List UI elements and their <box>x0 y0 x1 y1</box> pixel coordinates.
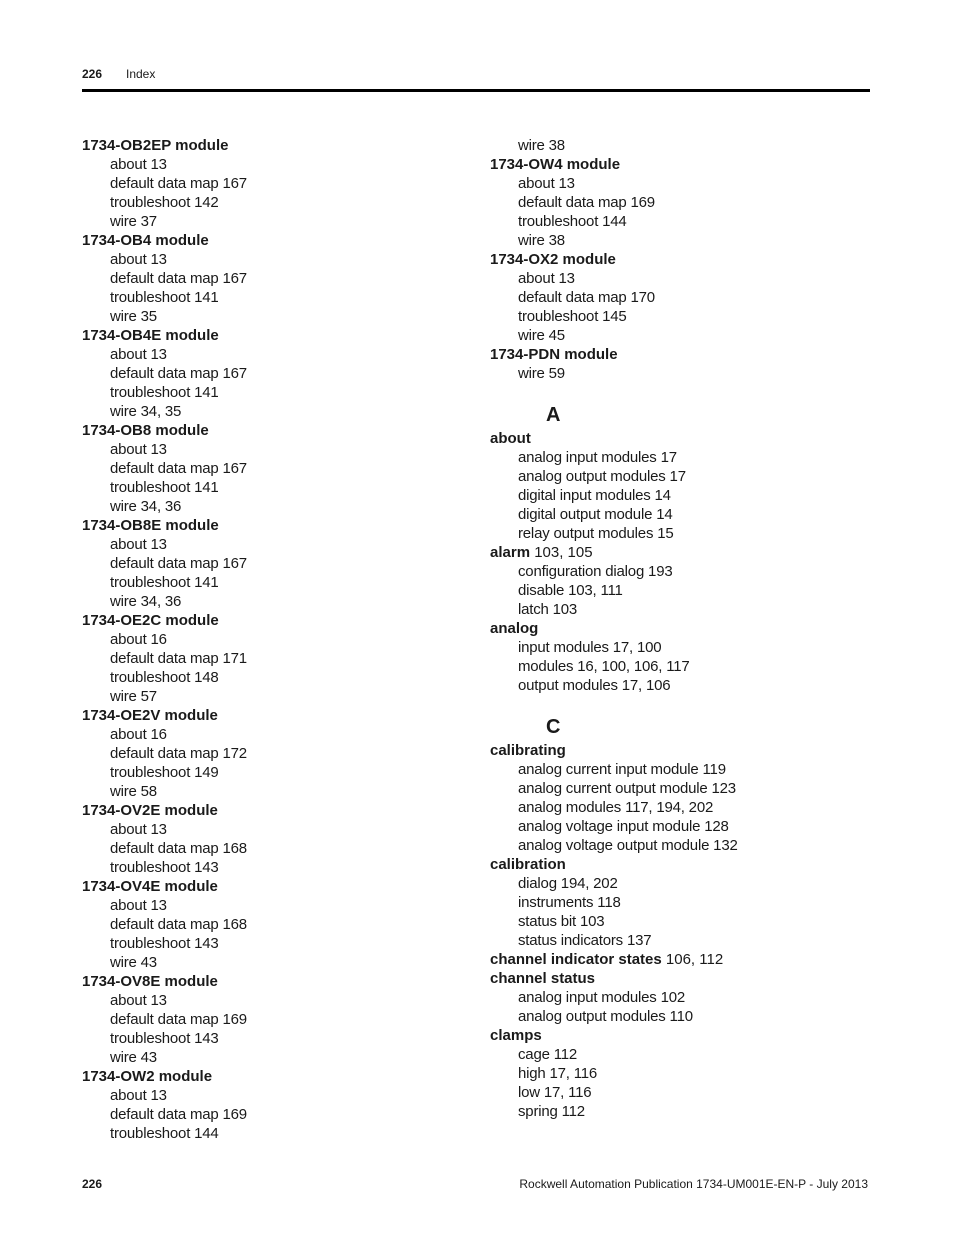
index-term <box>82 136 442 155</box>
index-subentry: analog modules 117, 194, 202 <box>518 799 714 816</box>
index-term <box>490 741 850 760</box>
header-page-number: 226 <box>82 67 103 81</box>
index-term-name: 1734-OW4 module <box>490 156 621 173</box>
index-subentry: default data map 167 <box>110 175 247 192</box>
index-subentry: about 13 <box>110 156 167 173</box>
index-subentry: wire 43 <box>110 1049 157 1066</box>
index-subentry: about 13 <box>110 1087 167 1104</box>
index-term <box>490 950 850 969</box>
index-term-name: 1734-OV4E module <box>82 878 218 895</box>
header-rule <box>82 89 870 92</box>
index-subentry: troubleshoot 143 <box>110 859 219 876</box>
index-subentry: cage 112 <box>518 1046 578 1063</box>
index-subentry: about 13 <box>110 821 167 838</box>
index-subentry: troubleshoot 149 <box>110 764 219 781</box>
index-subentry: default data map 167 <box>110 555 247 572</box>
index-subentry: about 13 <box>110 992 167 1009</box>
index-subentry: analog output modules 110 <box>518 1008 693 1025</box>
index-subentry: wire 34, 35 <box>110 403 182 420</box>
index-subentry: default data map 168 <box>110 916 247 933</box>
index-term-name: about <box>490 430 531 447</box>
index-term-name: 1734-OV2E module <box>82 802 218 819</box>
index-term-name: calibration <box>490 856 566 873</box>
footer-page-number: 226 <box>82 1177 103 1191</box>
index-subentry: relay output modules 15 <box>518 525 674 542</box>
index-term <box>82 421 442 440</box>
index-term-name: 1734-OX2 module <box>490 251 616 268</box>
index-subentry: troubleshoot 144 <box>110 1125 219 1142</box>
index-term <box>490 969 850 988</box>
index-term-name: 1734-OE2V module <box>82 707 218 724</box>
index-subentry: troubleshoot 141 <box>110 479 219 496</box>
index-subentry: default data map 169 <box>110 1106 247 1123</box>
index-term <box>490 543 850 562</box>
index-term <box>490 619 850 638</box>
index-term-name: 1734-OB8 module <box>82 422 209 439</box>
footer-publication: Rockwell Automation Publication 1734-UM001E-EN-P - July 2013 <box>519 1177 868 1191</box>
index-subentry: disable 103, 111 <box>518 582 623 599</box>
index-term <box>82 231 442 250</box>
index-column-left <box>82 136 442 1143</box>
index-subentry: troubleshoot 143 <box>110 935 219 952</box>
index-term <box>490 345 850 364</box>
index-subentry: input modules 17, 100 <box>518 639 662 656</box>
index-subentry: wire 58 <box>110 783 157 800</box>
index-subentry: about 13 <box>110 536 167 553</box>
index-subentry: analog current output module 123 <box>518 780 736 797</box>
index-subentry: about 13 <box>110 251 167 268</box>
index-subentry: wire 34, 36 <box>110 593 182 610</box>
index-letter-heading: C <box>546 716 561 738</box>
index-subentry: wire 57 <box>110 688 157 705</box>
index-subentry: analog current input module 119 <box>518 761 726 778</box>
index-subentry: wire 45 <box>518 327 565 344</box>
index-subentry: dialog 194, 202 <box>518 875 618 892</box>
index-letter-heading: A <box>546 404 561 426</box>
index-term <box>490 429 850 448</box>
index-term-name: 1734-OE2C module <box>82 612 219 629</box>
index-term-pages: 103, 105 <box>530 544 593 561</box>
index-subentry: default data map 169 <box>518 194 655 211</box>
index-subentry: analog input modules 17 <box>518 449 677 466</box>
index-term <box>82 516 442 535</box>
index-subentry: about 16 <box>110 726 167 743</box>
index-subentry: about 13 <box>110 897 167 914</box>
index-subentry: troubleshoot 142 <box>110 194 219 211</box>
index-term <box>490 250 850 269</box>
index-term-name: calibrating <box>490 742 566 759</box>
index-term <box>82 706 442 725</box>
index-term <box>82 877 442 896</box>
index-subentry: high 17, 116 <box>518 1065 598 1082</box>
header-section-title: Index <box>126 67 156 81</box>
index-subentry: troubleshoot 143 <box>110 1030 219 1047</box>
index-subentry: wire 59 <box>518 365 565 382</box>
index-subentry: default data map 172 <box>110 745 247 762</box>
index-subentry: analog input modules 102 <box>518 989 685 1006</box>
index-subentry: about 13 <box>110 346 167 363</box>
index-subentry: default data map 170 <box>518 289 655 306</box>
index-subentry: wire 35 <box>110 308 157 325</box>
index-column-right <box>490 136 850 1121</box>
index-term <box>82 611 442 630</box>
index-subentry: troubleshoot 145 <box>518 308 627 325</box>
index-subentry: analog output modules 17 <box>518 468 686 485</box>
index-term-name: 1734-OB4 module <box>82 232 209 249</box>
index-subentry: default data map 169 <box>110 1011 247 1028</box>
index-term-name: channel status <box>490 970 596 987</box>
index-term-name: channel indicator states <box>490 951 662 968</box>
index-subentry: modules 16, 100, 106, 117 <box>518 658 690 675</box>
index-subentry: wire 34, 36 <box>110 498 182 515</box>
index-term <box>82 972 442 991</box>
index-subentry: default data map 167 <box>110 365 247 382</box>
index-subentry: about 13 <box>110 441 167 458</box>
index-subentry: output modules 17, 106 <box>518 677 671 694</box>
index-term <box>82 326 442 345</box>
index-term-pages: 106, 112 <box>661 951 724 968</box>
index-term-name: alarm <box>490 544 531 561</box>
index-subentry: troubleshoot 141 <box>110 289 219 306</box>
index-term <box>490 1026 850 1045</box>
index-term-name: 1734-OW2 module <box>82 1068 213 1085</box>
index-subentry: default data map 167 <box>110 460 247 477</box>
index-subentry: digital input modules 14 <box>518 487 671 504</box>
index-subentry: status indicators 137 <box>518 932 652 949</box>
index-subentry: about 13 <box>518 270 575 287</box>
index-subentry: troubleshoot 141 <box>110 384 219 401</box>
index-subentry: wire 38 <box>518 137 565 154</box>
index-subentry: wire 37 <box>110 213 157 230</box>
index-subentry: latch 103 <box>518 601 578 618</box>
index-term-name: 1734-OB8E module <box>82 517 219 534</box>
index-term <box>82 1067 442 1086</box>
index-subentry: wire 38 <box>518 232 565 249</box>
index-subentry: about 16 <box>110 631 167 648</box>
index-subentry: digital output module 14 <box>518 506 673 523</box>
index-term <box>82 801 442 820</box>
index-subentry: troubleshoot 144 <box>518 213 627 230</box>
index-term <box>490 855 850 874</box>
index-subentry: low 17, 116 <box>518 1084 592 1101</box>
index-term-name: 1734-OV8E module <box>82 973 218 990</box>
index-subentry: default data map 168 <box>110 840 247 857</box>
index-term-name: 1734-OB2EP module <box>82 137 229 154</box>
index-subentry: troubleshoot 148 <box>110 669 219 686</box>
index-subentry: analog voltage input module 128 <box>518 818 729 835</box>
index-term-name: analog <box>490 620 539 637</box>
index-term <box>490 155 850 174</box>
index-subentry: analog voltage output module 132 <box>518 837 738 854</box>
index-term-name: 1734-OB4E module <box>82 327 219 344</box>
index-subentry: instruments 118 <box>518 894 621 911</box>
index-subentry: configuration dialog 193 <box>518 563 673 580</box>
index-subentry: troubleshoot 141 <box>110 574 219 591</box>
index-subentry: spring 112 <box>518 1103 585 1120</box>
index-subentry: wire 43 <box>110 954 157 971</box>
index-subentry: default data map 167 <box>110 270 247 287</box>
index-subentry: status bit 103 <box>518 913 605 930</box>
index-term-name: clamps <box>490 1027 542 1044</box>
index-subentry: default data map 171 <box>110 650 247 667</box>
index-term-name: 1734-PDN module <box>490 346 618 363</box>
index-subentry: about 13 <box>518 175 575 192</box>
